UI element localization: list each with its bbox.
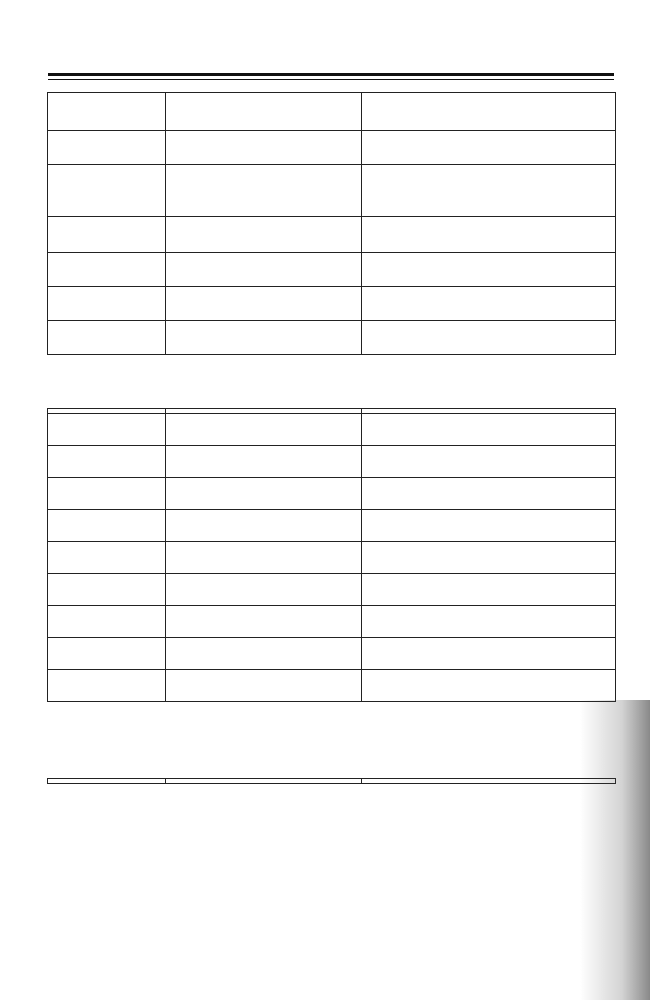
cell-education [166,542,362,574]
cell-workplace [362,287,616,321]
cell-workplace [362,414,616,446]
cell-education [166,414,362,446]
cell-name [48,165,166,217]
header-name [48,779,166,784]
cell-workplace [362,93,616,131]
table-koushe-village [47,778,616,784]
cell-workplace [362,574,616,606]
table-header-row [48,779,616,784]
cell-education [166,670,362,702]
header-workplace [362,779,616,784]
cell-education [166,217,362,253]
table-row [48,165,616,217]
cell-name [48,542,166,574]
cell-education [166,510,362,542]
cell-education [166,131,362,165]
cell-name [48,606,166,638]
cell-name [48,510,166,542]
cell-workplace [362,131,616,165]
table-row [48,131,616,165]
table-row [48,93,616,131]
table-row [48,446,616,478]
cell-workplace [362,253,616,287]
cell-name [48,287,166,321]
table-shanbian-village [47,408,616,702]
table-row [48,478,616,510]
cell-name [48,478,166,510]
table-row [48,321,616,355]
cell-education [166,574,362,606]
cell-education [166,638,362,670]
cell-education [166,287,362,321]
cell-workplace [362,606,616,638]
cell-workplace [362,510,616,542]
cell-education [166,478,362,510]
cell-workplace [362,478,616,510]
table-row [48,574,616,606]
table-row [48,253,616,287]
cell-education [166,93,362,131]
cell-name [48,321,166,355]
cell-education [166,321,362,355]
cell-workplace [362,542,616,574]
header-education [166,779,362,784]
scan-edge-shadow [580,700,650,1000]
table-continued-family-records [47,92,616,355]
table-row [48,606,616,638]
cell-workplace [362,446,616,478]
cell-name [48,217,166,253]
table-row [48,670,616,702]
table-row [48,414,616,446]
cell-name [48,93,166,131]
cell-name [48,670,166,702]
cell-name [48,574,166,606]
cell-name [48,638,166,670]
table-row [48,287,616,321]
table-row [48,638,616,670]
cell-education [166,606,362,638]
cell-workplace [362,670,616,702]
table-row [48,217,616,253]
cell-name [48,131,166,165]
cell-education [166,446,362,478]
cell-education [166,165,362,217]
cell-name [48,253,166,287]
cell-name [48,446,166,478]
header-rule-thin [48,79,614,80]
table-row [48,510,616,542]
cell-workplace [362,638,616,670]
cell-workplace [362,217,616,253]
cell-education [166,253,362,287]
cell-workplace [362,321,616,355]
table-row [48,542,616,574]
cell-name [48,414,166,446]
cell-workplace [362,165,616,217]
header-rule [48,73,614,76]
